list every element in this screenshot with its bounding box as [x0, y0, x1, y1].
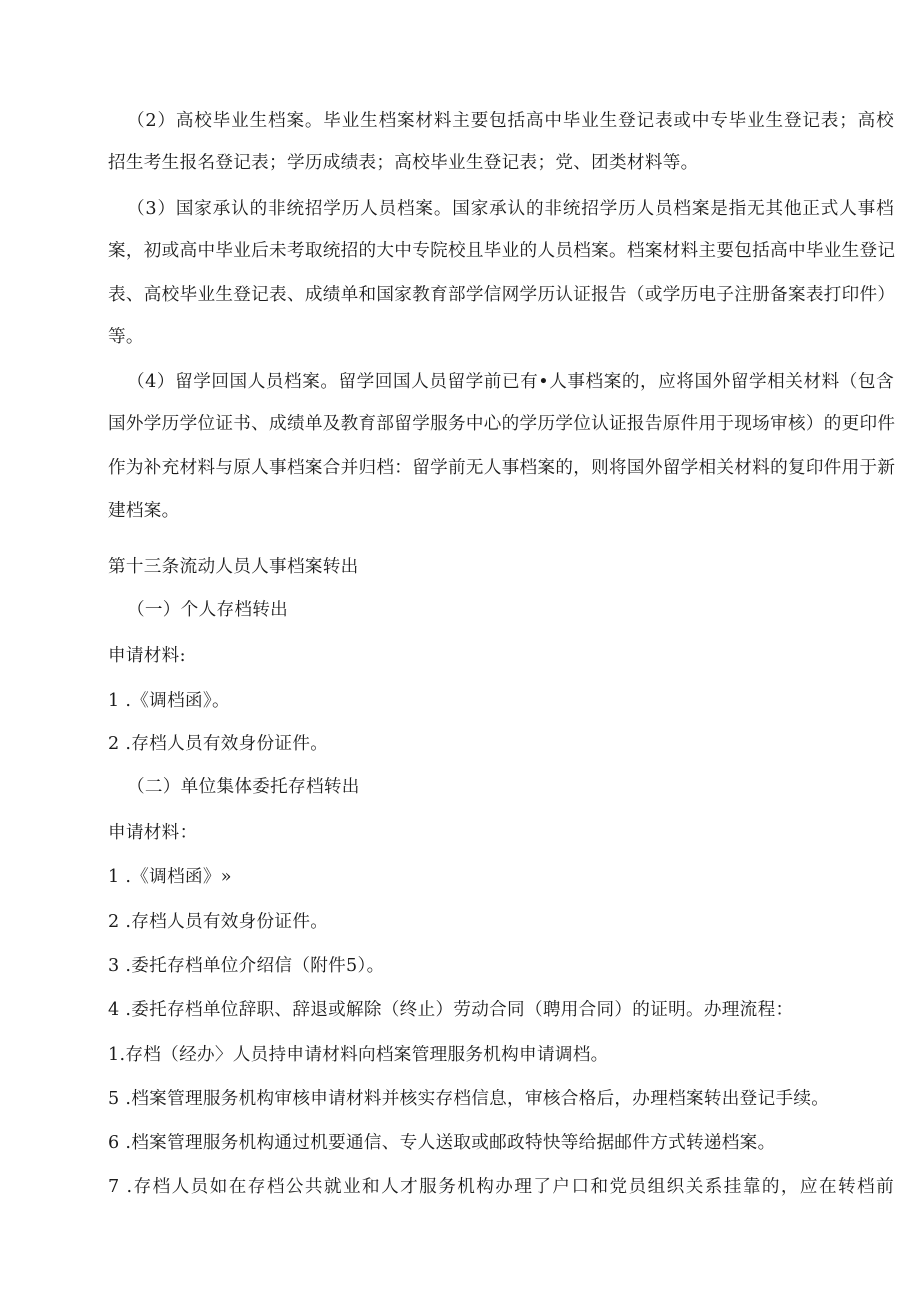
paragraph-line: 表、高校毕业生登记表、成绩单和国家教育部学信网学历认证报告（或学历电子注册备案表打印件） [108, 285, 896, 305]
paragraph-line: （3）国家承认的非统招学历人员档案。国家承认的非统招学历人员档案是指无其他正式人事档 [127, 199, 894, 219]
list-item: 1.存档（经办〉人员持申请材料向档案管理服务机构申请调档。 [108, 1045, 609, 1065]
paragraph-line: 作为补充材料与原人事档案合并归档：留学前无人事档案的，则将国外留学相关材料的复印件用于新 [108, 458, 896, 478]
paragraph-line: （2）高校毕业生档案。毕业生档案材料主要包括高中毕业生登记表或中专毕业生登记表；高校 [127, 111, 894, 131]
materials-label: 申请材料： [108, 823, 198, 843]
list-item: 7 .存档人员如在存档公共就业和人才服务机构办理了户口和党员组织关系挂靠的，应在转档前 [108, 1177, 894, 1197]
list-item: 2 .存档人员有效身份证件。 [108, 912, 329, 932]
materials-label: 申请材料: [108, 646, 186, 666]
paragraph-line: 国外学历学位证书、成绩单及教育部留学服务中心的学历学位认证报告原件用于现场审核）的更印件 [108, 414, 896, 434]
list-item: 6 .档案管理服务机构通过机要通信、专人送取或邮政特快等给据邮件方式转递档案。 [108, 1133, 776, 1153]
paragraph-line: 案，初或高中毕业后未考取统招的大中专院校且毕业的人员档案。档案材料主要包括高中毕业生登记 [108, 241, 896, 261]
list-item: 2 .存档人员有效身份证件。 [108, 734, 329, 754]
paragraph-line: （4）留学回国人员档案。留学回国人员留学前已有•人事档案的，应将国外留学相关材料（包含 [127, 372, 894, 392]
list-item: 5 .档案管理服务机构审核申请材料并核实存档信息，审核合格后，办理档案转出登记手续。 [108, 1089, 830, 1109]
section-heading: 第十三条流动人员人事档案转出 [108, 557, 359, 577]
list-item: 3 .委托存档单位介绍信（附件5）。 [108, 956, 385, 976]
list-item: 1 .《调档函》。 [108, 691, 230, 711]
paragraph-line: 招生考生报名登记表；学历成绩表；高校毕业生登记表；党、团类材料等。 [108, 153, 699, 173]
paragraph-line: 建档案。 [108, 501, 180, 521]
list-item: 4 .委托存档单位辞职、辞退或解除（终止）劳动合同（聘用合同）的证明。办理流程： [108, 1000, 794, 1020]
subsection-heading: （二）单位集体委托存档转出 [127, 777, 360, 797]
subsection-heading: （一）个人存档转出 [127, 600, 289, 620]
list-item: 1 .《调档函》» [108, 867, 232, 887]
paragraph-line: 等。 [108, 327, 144, 347]
